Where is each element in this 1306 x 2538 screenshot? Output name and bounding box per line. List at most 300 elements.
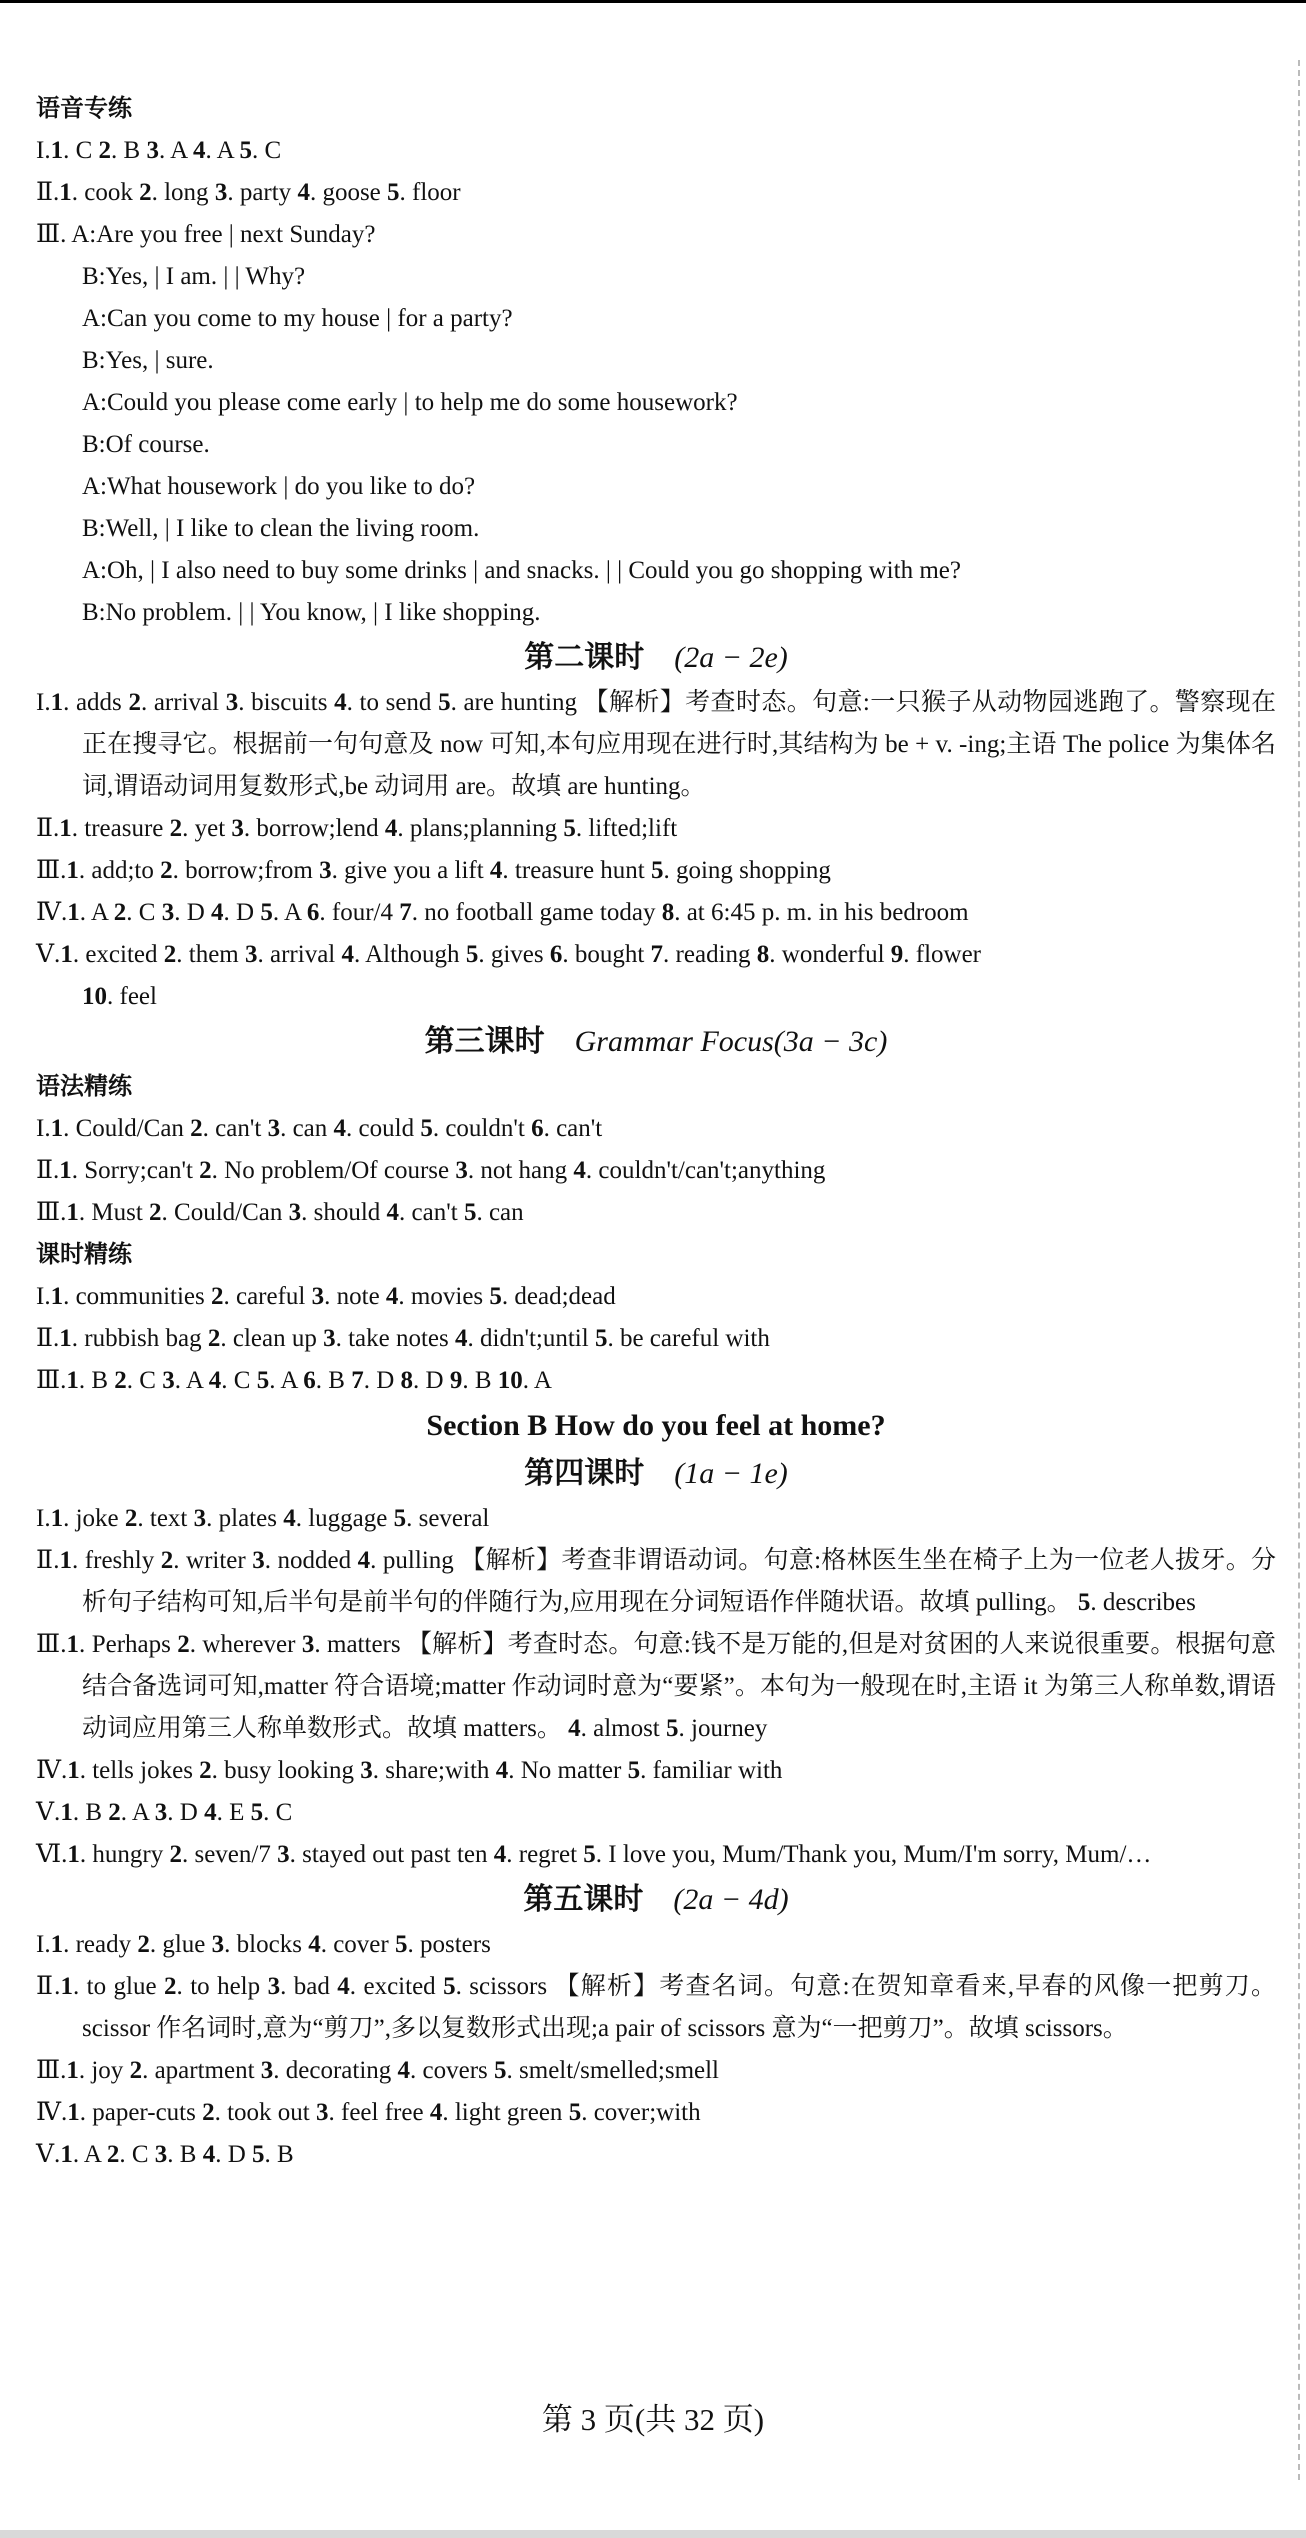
answer-label: Ⅴ. <box>36 941 61 968</box>
item-number: 2 <box>113 899 127 926</box>
item-number: 4 <box>573 1157 586 1184</box>
item-number: 2 <box>169 815 183 842</box>
lesson-heading <box>36 634 1276 682</box>
answer-text: . could <box>346 1115 421 1142</box>
subsection-title: 课时精练 <box>36 1241 132 1268</box>
item-number: 3 <box>225 689 239 716</box>
item-number: 4 <box>202 2141 216 2168</box>
answer-text: . A <box>272 899 307 926</box>
item-number: 4 <box>429 2099 443 2126</box>
item-number: 5 <box>250 1799 264 1826</box>
answer-text: . movies <box>398 1283 490 1310</box>
answer-text: . D <box>215 2141 253 2168</box>
item-number: 1 <box>50 137 64 164</box>
answer-label: Ⅱ. <box>36 1325 60 1352</box>
answer-text: . luggage <box>295 1505 394 1532</box>
answer-text: . D <box>363 1367 401 1394</box>
item-number: 5 <box>394 1931 408 1958</box>
answer-text: . them <box>176 941 245 968</box>
answer-line <box>36 1792 1276 1834</box>
answer-text: . paper-cuts <box>79 2099 203 2126</box>
answer-text: . feel <box>107 983 157 1010</box>
answer-text: . share;with <box>372 1757 496 1784</box>
answer-text: . excited <box>349 1973 444 2000</box>
answer-text: . dead;dead <box>501 1283 616 1310</box>
item-number: 3 <box>154 2141 168 2168</box>
answer-line <box>36 2134 1276 2176</box>
item-number: 4 <box>397 2057 411 2084</box>
answer-text: . No matter <box>508 1757 628 1784</box>
answer-text: . A <box>269 1367 304 1394</box>
item-number: 5 <box>583 1841 596 1868</box>
item-number: 4 <box>211 899 224 926</box>
item-number: 5 <box>387 179 400 206</box>
item-number: 4 <box>208 1367 222 1394</box>
page-footer: 第 3 页(共 32 页) <box>541 2402 765 2437</box>
answer-text: . text <box>137 1505 194 1532</box>
item-number: 4 <box>334 689 347 716</box>
answer-label: I. <box>36 1505 51 1532</box>
answer-line <box>36 1834 1276 1876</box>
item-number: 5 <box>627 1757 641 1784</box>
answer-text: . C <box>63 137 99 164</box>
item-number: 4 <box>455 1325 468 1352</box>
answer-text: . A <box>72 2141 107 2168</box>
answer-text: . freshly <box>72 1547 161 1574</box>
answer-label: Ⅲ. <box>36 857 67 884</box>
answer-label: B:Well, | I like to clean the living room. <box>82 515 480 542</box>
item-number: 6 <box>531 1115 544 1142</box>
answer-label: I. <box>36 689 51 716</box>
answer-label: I. <box>36 1931 51 1958</box>
answer-text: . covers <box>410 2057 495 2084</box>
item-number: 4 <box>337 1973 350 2000</box>
item-number: 1 <box>60 941 73 968</box>
item-number: 1 <box>67 899 80 926</box>
answer-text: . B <box>264 2141 294 2168</box>
answer-text: . wonderful <box>769 941 891 968</box>
item-number: 5 <box>563 815 576 842</box>
item-number: 1 <box>66 1631 80 1658</box>
answer-line <box>36 1192 1276 1234</box>
answer-line <box>36 850 1276 892</box>
answer-label: B:Of course. <box>82 431 210 458</box>
answer-text: . several <box>406 1505 490 1532</box>
answer-line <box>36 592 1276 634</box>
answer-label: I. <box>36 1283 51 1310</box>
answer-text: . borrow;lend <box>243 815 385 842</box>
item-number: 1 <box>67 1841 80 1868</box>
answer-text: . A <box>79 899 114 926</box>
item-number: 1 <box>60 1799 73 1826</box>
item-number: 3 <box>231 815 244 842</box>
item-number: 1 <box>59 815 72 842</box>
answer-label: Ⅴ. <box>36 1799 61 1826</box>
lesson-code: Grammar Focus(3a − 3c) <box>574 1025 888 1058</box>
answer-text: . plans;planning <box>397 815 564 842</box>
answer-label: Ⅱ. <box>36 815 60 842</box>
item-number: 3 <box>301 1631 315 1658</box>
item-number: 3 <box>267 1973 281 2000</box>
answer-text: . writer <box>173 1547 253 1574</box>
item-number: 3 <box>252 1547 265 1574</box>
item-number: 4 <box>493 1841 507 1868</box>
item-number: 2 <box>124 1505 138 1532</box>
answer-text: . describes <box>1090 1589 1196 1616</box>
answer-text: . Could/Can <box>161 1199 289 1226</box>
item-number: 1 <box>66 1199 79 1226</box>
item-number: 2 <box>114 1367 127 1394</box>
answer-text: . should <box>301 1199 387 1226</box>
item-number: 1 <box>60 1973 73 2000</box>
answer-text: . treasure <box>71 815 170 842</box>
item-number: 2 <box>207 1325 221 1352</box>
lesson-heading <box>36 1876 1276 1924</box>
answer-text: . Could/Can <box>63 1115 191 1142</box>
item-number: 3 <box>154 1799 168 1826</box>
answer-text: . biscuits <box>238 689 335 716</box>
answer-line <box>36 976 1276 1018</box>
subsection-title: 语法精练 <box>36 1073 132 1100</box>
answer-label: Ⅱ. <box>36 179 60 206</box>
answer-line <box>36 172 1276 214</box>
item-number: 1 <box>59 1157 72 1184</box>
answer-text: . borrow;from <box>172 857 320 884</box>
item-number: 2 <box>98 137 112 164</box>
answer-text: . took out <box>214 2099 317 2126</box>
answer-text: . Although <box>353 941 466 968</box>
answer-label: Ⅱ. <box>36 1547 60 1574</box>
item-number: 3 <box>162 1367 175 1394</box>
item-number: 4 <box>341 941 354 968</box>
answer-label: Ⅲ. <box>36 1367 67 1394</box>
answer-label: A:Could you please come early | to help me do some housework? <box>82 389 738 416</box>
answer-text: . plates <box>206 1505 284 1532</box>
answer-text: . lifted;lift <box>575 815 678 842</box>
answer-text: . A <box>174 1367 209 1394</box>
item-number: 2 <box>177 1631 190 1658</box>
answer-text: . busy looking <box>211 1757 361 1784</box>
item-number: 5 <box>260 899 273 926</box>
answer-line <box>36 1360 1276 1402</box>
lesson-title: 第二课时 <box>524 641 645 674</box>
answer-label: A:What housework | do you like to do? <box>82 473 476 500</box>
answer-label: Ⅳ. <box>36 2099 68 2126</box>
answer-text: . to send <box>346 689 439 716</box>
item-number: 3 <box>311 1283 325 1310</box>
answer-line <box>36 256 1276 298</box>
item-number: 2 <box>199 1157 212 1184</box>
answer-text: . matters 【解析】考查时态。句意:钱不是万能的,但是对贫困的人来说很重要。根据句意结合备选词可知,matter 符合语境;matter 作动词时意为“要紧”。本句为一般现在时,主语 it 为第三人称单数,谓语动词应用第三人称单数形式。故填 matters。 <box>82 1631 1276 1742</box>
answer-line <box>36 808 1276 850</box>
item-number: 3 <box>161 899 175 926</box>
answer-label: Ⅲ. A:Are you free | next Sunday? <box>36 221 376 248</box>
answer-label: I. <box>36 1115 51 1142</box>
item-number: 10 <box>82 983 107 1010</box>
item-number: 3 <box>193 1505 207 1532</box>
item-number: 4 <box>489 857 503 884</box>
item-number: 7 <box>650 941 664 968</box>
answer-line <box>36 1318 1276 1360</box>
item-number: 5 <box>568 2099 582 2126</box>
answer-line <box>36 466 1276 508</box>
answer-text: . communities <box>63 1283 211 1310</box>
item-number: 1 <box>50 689 64 716</box>
item-number: 1 <box>67 1757 80 1784</box>
item-number: 4 <box>308 1931 321 1958</box>
item-number: 3 <box>319 857 332 884</box>
answer-text: . seven/7 <box>181 1841 278 1868</box>
answer-text: . flower <box>903 941 982 968</box>
item-number: 5 <box>239 137 253 164</box>
answer-text: . tells jokes <box>79 1757 200 1784</box>
item-number: 7 <box>351 1367 364 1394</box>
item-number: 6 <box>549 941 563 968</box>
item-number: 3 <box>455 1157 468 1184</box>
item-number: 3 <box>146 137 159 164</box>
answer-text: . blocks <box>224 1931 309 1958</box>
item-number: 2 <box>169 1841 182 1868</box>
item-number: 7 <box>399 899 412 926</box>
item-number: 3 <box>267 1115 281 1142</box>
item-number: 2 <box>199 1757 212 1784</box>
item-number: 5 <box>393 1505 407 1532</box>
answer-line <box>36 1624 1276 1750</box>
item-number: 8 <box>756 941 770 968</box>
answer-line <box>36 892 1276 934</box>
answer-text: . B <box>111 137 147 164</box>
lesson-title: 第四课时 <box>524 1457 645 1490</box>
answer-text: . didn't;until <box>467 1325 595 1352</box>
item-number: 8 <box>661 899 675 926</box>
answer-text: . C <box>126 899 162 926</box>
item-number: 4 <box>385 1283 399 1310</box>
item-number: 1 <box>59 179 72 206</box>
answer-line <box>36 1540 1276 1624</box>
item-number: 3 <box>245 941 258 968</box>
item-number: 1 <box>50 1931 64 1958</box>
item-number: 1 <box>50 1283 64 1310</box>
answer-line <box>36 1108 1276 1150</box>
answer-text: . feel free <box>328 2099 430 2126</box>
answer-text: . joy <box>78 2057 130 2084</box>
item-number: 4 <box>333 1115 347 1142</box>
item-number: 1 <box>66 1367 79 1394</box>
answer-line <box>36 214 1276 256</box>
answer-label: Ⅱ. <box>36 1973 61 2000</box>
item-number: 1 <box>50 1505 64 1532</box>
answer-text: . D <box>413 1367 450 1394</box>
answer-text: . D <box>223 899 261 926</box>
answer-text: . party <box>227 179 298 206</box>
answer-text: . at 6:45 p. m. in his bedroom <box>674 899 969 926</box>
answer-text: . can't <box>202 1115 268 1142</box>
answer-text: . wherever <box>189 1631 302 1658</box>
item-number: 3 <box>211 1931 225 1958</box>
answer-text: . to help <box>176 1973 268 2000</box>
answer-text: . decorating <box>273 2057 398 2084</box>
item-number: 4 <box>495 1757 509 1784</box>
answer-text: . B <box>167 2141 203 2168</box>
answer-text: . are hunting 【解析】考查时态。句意:一只猴子从动物园逃跑了。警察现在正在搜寻它。根据前一句句意及 now 可知,本句应用现在进行时,其结构为 be + v. -ing;主语 The police 为集体名词,谓语动词用复数形式,be 动词用 are。故填 are hunting。 <box>82 689 1277 800</box>
item-number: 4 <box>297 179 310 206</box>
lesson-code: (2a − 2e) <box>674 641 788 674</box>
answer-text: . reading <box>663 941 757 968</box>
lesson-title: 第三课时 <box>424 1025 545 1058</box>
lesson-heading <box>36 1450 1276 1498</box>
answer-text: . cook <box>71 179 140 206</box>
answer-text: . regret <box>506 1841 584 1868</box>
answer-line <box>36 1924 1276 1966</box>
answer-text: . can <box>476 1199 524 1226</box>
top-border <box>0 0 1306 3</box>
answer-text: . A <box>522 1367 552 1394</box>
answer-label: Ⅴ. <box>36 2141 61 2168</box>
item-number: 1 <box>60 2141 73 2168</box>
answer-text: . can <box>280 1115 334 1142</box>
item-number: 2 <box>163 941 177 968</box>
item-number: 4 <box>384 815 398 842</box>
answer-line <box>36 424 1276 466</box>
answer-text: . D <box>167 1799 205 1826</box>
answer-text: . couldn't/can't;anything <box>585 1157 826 1184</box>
item-number: 5 <box>438 689 451 716</box>
answer-text: . D <box>174 899 212 926</box>
answer-text: . scissors 【解析】考查名词。句意:在贺知章看来,早春的风像一把剪刀。scissor 作名词时,意为“剪刀”,多以复数形式出现;a pair of scissors 意为“一把剪刀”。故填 scissors。 <box>82 1973 1276 2042</box>
item-number: 5 <box>420 1115 433 1142</box>
answer-text: . ready <box>63 1931 138 1958</box>
answer-text: . smelt/smelled;smell <box>506 2057 720 2084</box>
item-number: 2 <box>210 1283 224 1310</box>
item-number: 2 <box>139 179 152 206</box>
item-number: 5 <box>494 2057 507 2084</box>
answer-label: Ⅲ. <box>36 1631 67 1658</box>
answer-line <box>36 1498 1276 1540</box>
item-number: 3 <box>277 1841 290 1868</box>
answer-text: . take notes <box>335 1325 456 1352</box>
answer-text: . A <box>120 1799 155 1826</box>
answer-line <box>36 2092 1276 2134</box>
answer-label: Ⅲ. <box>36 1199 67 1226</box>
item-number: 2 <box>190 1115 203 1142</box>
answer-text: . not hang <box>467 1157 574 1184</box>
item-number: 2 <box>160 857 173 884</box>
answer-text: . Must <box>78 1199 150 1226</box>
lesson-heading <box>36 1018 1276 1066</box>
item-number: 5 <box>666 1715 679 1742</box>
answer-line <box>36 1750 1276 1792</box>
answer-text: . cover;with <box>581 2099 701 2126</box>
answer-text: . no football game today <box>411 899 662 926</box>
item-number: 4 <box>568 1715 581 1742</box>
answer-text: . clean up <box>220 1325 324 1352</box>
bottom-border <box>0 2530 1306 2538</box>
answer-text: . familiar with <box>640 1757 783 1784</box>
answer-text: . journey <box>678 1715 768 1742</box>
answer-text: . goose <box>309 179 388 206</box>
answer-text: . No problem/Of course <box>211 1157 456 1184</box>
item-number: 5 <box>252 2141 265 2168</box>
answer-text: . arrival <box>140 689 226 716</box>
answer-text: . add;to <box>78 857 161 884</box>
item-number: 10 <box>497 1367 523 1394</box>
item-number: 2 <box>149 1199 162 1226</box>
answer-text: . couldn't <box>432 1115 532 1142</box>
item-number: 8 <box>400 1367 414 1394</box>
answer-line <box>36 550 1276 592</box>
answer-text: . light green <box>442 2099 569 2126</box>
answer-text: . glue <box>149 1931 212 1958</box>
item-number: 5 <box>463 1199 477 1226</box>
item-number: 1 <box>67 2099 80 2126</box>
answer-text: . careful <box>223 1283 312 1310</box>
answer-text: . C <box>221 1367 257 1394</box>
answer-text: . C <box>119 2141 155 2168</box>
answer-text: . hungry <box>79 1841 170 1868</box>
answer-label: B:No problem. | | You know, | I like shopping. <box>82 599 541 626</box>
answer-text: . treasure hunt <box>502 857 651 884</box>
answer-text: . bad <box>280 1973 338 2000</box>
answer-text: . note <box>324 1283 386 1310</box>
answer-text: . pulling 【解析】考查非谓语动词。句意:格林医生坐在椅子上为一位老人拔牙。分析句子结构可知,后半句是前半句的伴随行为,应用现在分词短语作伴随状语。故填 pulling。 <box>82 1547 1276 1616</box>
item-number: 3 <box>288 1199 302 1226</box>
item-number: 2 <box>108 1799 121 1826</box>
item-number: 3 <box>360 1757 373 1784</box>
answer-label: A:Oh, | I also need to buy some drinks | and snacks. | | Could you go shopping with me? <box>82 557 961 584</box>
answer-line <box>36 298 1276 340</box>
answer-text: . E <box>216 1799 251 1826</box>
answer-line <box>36 340 1276 382</box>
answer-text: . be careful with <box>607 1325 770 1352</box>
answer-text: . cover <box>320 1931 395 1958</box>
item-number: 5 <box>489 1283 502 1310</box>
answer-text: . going shopping <box>663 857 831 884</box>
answer-text: . almost <box>580 1715 667 1742</box>
item-number: 5 <box>650 857 664 884</box>
answer-text: . posters <box>407 1931 491 1958</box>
item-number: 3 <box>214 179 228 206</box>
item-number: 9 <box>449 1367 463 1394</box>
answer-line <box>36 1966 1276 2050</box>
answer-text: . adds <box>63 689 129 716</box>
item-number: 5 <box>465 941 479 968</box>
answer-text: . yet <box>182 815 232 842</box>
answer-line <box>36 1150 1276 1192</box>
item-number: 4 <box>283 1505 296 1532</box>
answer-text: . A <box>205 137 240 164</box>
item-number: 3 <box>316 2099 329 2126</box>
item-number: 5 <box>1077 1589 1091 1616</box>
item-number: 6 <box>306 899 320 926</box>
answer-text: . to glue <box>72 1973 164 2000</box>
answer-text: . apartment <box>142 2057 261 2084</box>
item-number: 4 <box>204 1799 217 1826</box>
answer-label: Ⅵ. <box>36 1841 68 1868</box>
answer-label: A:Can you come to my house | for a party? <box>82 305 513 332</box>
item-number: 1 <box>66 857 79 884</box>
lesson-title: 第五课时 <box>523 1883 644 1916</box>
item-number: 2 <box>160 1547 174 1574</box>
answer-label: I. <box>36 137 51 164</box>
answer-text: . give you a lift <box>331 857 490 884</box>
item-number: 4 <box>386 1199 400 1226</box>
item-number: 6 <box>303 1367 316 1394</box>
answer-text: . can't <box>399 1199 464 1226</box>
answer-text: . stayed out past ten <box>289 1841 494 1868</box>
answer-line <box>36 2050 1276 2092</box>
answer-label: B:Yes, | sure. <box>82 347 214 374</box>
answer-text: . B <box>78 1367 115 1394</box>
